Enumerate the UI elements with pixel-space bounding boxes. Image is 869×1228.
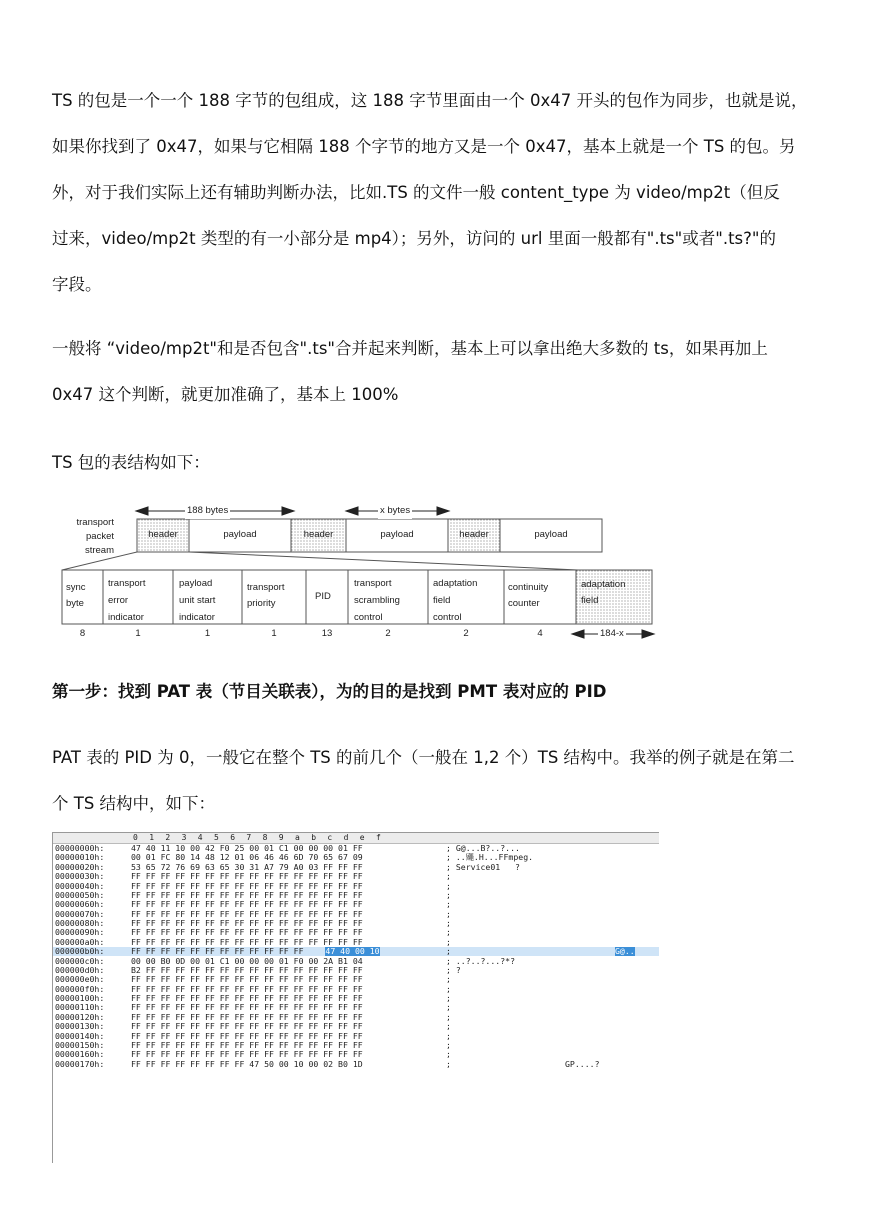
field-continuity-counter <box>508 580 548 612</box>
bits-adaptation-field-control: 2 <box>463 628 469 639</box>
hex-column-label: d <box>343 833 349 842</box>
bits-transport-error-indicator: 1 <box>135 628 141 639</box>
hex-column-label: 6 <box>230 833 236 842</box>
hex-bytes: FF FF FF FF FF FF FF FF FF FF FF FF FF FF FF FF <box>131 1039 363 1050</box>
hex-address: 00000100h: <box>55 993 105 1004</box>
hex-address: 00000090h: <box>55 927 105 938</box>
hex-bytes: 53 65 72 76 69 63 65 30 31 A7 79 A0 03 FF FF FF <box>131 861 363 872</box>
hex-ascii: ; <box>446 1058 451 1069</box>
field-name-line: PID <box>315 591 331 602</box>
text-line: PAT 表的 PID 为 0，一般它在整个 TS 的前几个（一般在 1,2 个）TS 结构中。我举的例子就是在第二 <box>52 748 795 767</box>
hex-ascii: ; <box>446 889 451 900</box>
hex-column-label: a <box>295 833 300 842</box>
bits-sync-byte: 8 <box>79 628 86 639</box>
stream-payload-cell: payload <box>534 529 568 540</box>
hex-bytes: 00 01 FC 80 14 48 12 01 06 46 46 6D 70 65 67 09 <box>131 852 363 863</box>
hex-column-label: f <box>376 833 381 842</box>
hex-ascii: ; <box>446 1021 451 1032</box>
field-name-line: adaptation <box>433 578 478 589</box>
hex-column-label: 3 <box>181 833 187 842</box>
text-line: 外，对于我们实际上还有辅助判断办法，比如.TS 的文件一般 content_type 为 video/mp2t（但反 <box>52 183 780 202</box>
text-line: 如果你找到了 0x47，如果与它相隔 188 个字节的地方又是一个 0x47，基本上就是一个 TS 的包。另 <box>52 137 796 156</box>
hex-address: 000000c0h: <box>55 955 105 966</box>
hex-address: 00000150h: <box>55 1039 105 1050</box>
bits-adaptation-field: 184-x <box>598 626 626 642</box>
hex-address: 00000110h: <box>55 1002 105 1013</box>
field-transport-error-indicator <box>108 575 146 626</box>
hex-address: 000000d0h: <box>55 964 105 975</box>
field-name-line: unit start <box>179 595 216 606</box>
field-name-line: scrambling <box>354 595 400 606</box>
hex-dump-view[interactable] <box>52 832 659 1163</box>
stream-label <box>60 516 114 558</box>
stream-payload-cell: payload <box>223 529 257 540</box>
bits-continuity-counter: 4 <box>537 628 543 639</box>
text-line: TS 的包是一个一个 188 字节的包组成，这 188 字节里面由一个 0x47 开头的包作为同步，也就是说， <box>52 91 808 110</box>
hex-bytes: FF FF FF FF FF FF FF FF FF FF FF FF FF FF FF FF <box>131 899 363 910</box>
hex-address: 00000050h: <box>55 889 105 900</box>
text-line: 字段。 <box>52 275 102 294</box>
hex-bytes: FF FF FF FF FF FF FF FF FF FF FF FF FF FF FF FF <box>131 1030 363 1041</box>
hex-address: 00000170h: <box>55 1058 105 1069</box>
stream-label-line: packet <box>86 531 114 542</box>
hex-address: 000000f0h: <box>55 983 105 994</box>
hex-bytes: FF FF FF FF FF FF FF FF FF FF FF FF FF FF FF FF <box>131 871 363 882</box>
field-name-line: error <box>108 595 129 606</box>
field-name-line: indicator <box>108 612 144 623</box>
hex-bytes: FF FF FF FF FF FF FF FF FF FF FF FF FF FF FF FF <box>131 993 363 1004</box>
bits-scrambling-control: 2 <box>385 628 391 639</box>
field-name-line: adaptation <box>581 579 626 590</box>
field-name-line: field <box>581 595 599 606</box>
hex-ascii: ; <box>446 1002 451 1013</box>
hex-bytes: B2 FF FF FF FF FF FF FF FF FF FF FF FF FF FF FF <box>131 964 363 975</box>
hex-address: 00000000h: <box>55 843 105 853</box>
text-line: 个 TS 结构中，如下： <box>52 794 216 813</box>
hex-bytes: FF FF FF FF FF FF FF FF FF FF FF FF FF FF FF FF <box>131 1021 363 1032</box>
hex-bytes: FF FF FF FF FF FF FF FF FF FF FF FF FF FF FF FF <box>131 927 363 938</box>
field-name-line: transport <box>354 578 392 589</box>
field-name-line: transport <box>247 582 285 593</box>
intro-paragraph <box>52 78 822 308</box>
stream-header-cell: header <box>148 529 178 540</box>
hex-ascii: ; ? <box>446 964 461 975</box>
step-heading: 第一步：找到 PAT 表（节目关联表），为的目的是找到 PMT 表对应的 PID <box>52 682 607 701</box>
hex-column-label: 1 <box>149 833 155 842</box>
hex-ascii: ; <box>446 974 451 985</box>
hex-address: 00000130h: <box>55 1021 105 1032</box>
hex-bytes: FF FF FF FF FF FF FF FF FF FF FF FF FF FF FF FF <box>131 1049 363 1060</box>
field-name-line: transport <box>108 578 146 589</box>
hex-bytes: FF FF FF FF FF FF FF FF FF FF FF FF FF FF FF FF <box>131 918 363 929</box>
stream-payload-cell: payload <box>380 529 414 540</box>
field-name-line: counter <box>508 598 540 609</box>
pat-paragraph <box>52 735 822 827</box>
hex-address: 00000070h: <box>55 908 105 919</box>
hex-address: 00000020h: <box>55 861 105 872</box>
hex-column-label: 4 <box>197 833 203 842</box>
stream-label-line: transport <box>76 517 114 528</box>
hex-ascii-tail: GP....? <box>565 1058 600 1069</box>
hex-ascii: ; <box>446 993 451 1004</box>
hex-address: 00000010h: <box>55 852 105 863</box>
field-name-line: field <box>433 595 451 606</box>
field-payload-unit-start-indicator <box>179 575 215 626</box>
structure-intro <box>52 440 822 486</box>
hex-address: 00000060h: <box>55 899 105 910</box>
hex-ascii: ; Service01 ? <box>446 861 520 872</box>
text-line: TS 包的表结构如下： <box>52 453 210 472</box>
expansion-lines <box>62 552 578 570</box>
hex-ascii: ; <box>446 1049 451 1060</box>
field-name-line: sync <box>66 582 86 593</box>
hex-ascii: ; <box>446 936 451 947</box>
hex-ascii: ; G@...B?..?... <box>446 843 520 853</box>
hex-row[interactable] <box>53 1060 659 1069</box>
hex-ascii: ; ..?..?...?*? <box>446 955 516 966</box>
hex-column-label: b <box>311 833 317 842</box>
field-transport-scrambling-control <box>354 575 400 626</box>
hex-address: 000000b0h: <box>55 946 105 957</box>
stream-label-line: stream <box>84 545 114 556</box>
stream-header-cell: header <box>459 529 489 540</box>
label-x-bytes: x bytes <box>378 503 412 519</box>
hex-ascii: ; <box>446 908 451 919</box>
field-name-line: priority <box>247 598 276 609</box>
hex-column-label: 8 <box>262 833 268 842</box>
hex-bytes: FF FF FF FF FF FF FF FF 47 50 00 10 00 02 B0 1D <box>131 1058 363 1069</box>
hex-column-label: c <box>327 833 333 842</box>
field-transport-priority <box>247 580 285 612</box>
hex-column-label: 7 <box>246 833 252 842</box>
field-name-line: control <box>433 612 462 623</box>
field-name-line: payload <box>179 578 213 589</box>
hex-column-label: 0 <box>133 833 138 842</box>
field-name-line: byte <box>66 598 84 609</box>
text-line: 一般将 “video/mp2t"和是否包含".ts"合并起来判断，基本上可以拿出绝大多数的 ts，如果再加上 <box>52 339 768 358</box>
hex-bytes: FF FF FF FF FF FF FF FF FF FF FF FF FF FF FF FF <box>131 1002 363 1013</box>
hex-bytes: FF FF FF FF FF FF FF FF FF FF FF FF FF FF FF FF <box>131 936 363 947</box>
hex-ascii: ; <box>446 1011 451 1022</box>
hex-bytes: 00 00 B0 0D 00 01 C1 00 00 00 01 F0 00 2A B1 04 <box>131 955 363 966</box>
field-sync-byte <box>66 580 86 612</box>
field-adaptation-field-control <box>433 575 477 626</box>
bits-payload-unit-start: 1 <box>204 628 211 639</box>
hex-ascii: ; <box>446 918 451 929</box>
hex-bytes: FF FF FF FF FF FF FF FF FF FF FF FF FF FF FF FF <box>131 880 363 891</box>
hex-column-label: 5 <box>214 833 219 842</box>
hex-address: 000000e0h: <box>55 974 105 985</box>
hex-address: 00000080h: <box>55 918 105 929</box>
hex-ascii-selected: G@.. <box>615 946 635 957</box>
stream-header-cell: header <box>303 529 334 540</box>
hex-column-label: 2 <box>165 833 171 842</box>
hex-ascii: ; <box>446 880 451 891</box>
hex-bytes: FF FF FF FF FF FF FF FF FF FF FF FF FF FF FF FF <box>131 983 363 994</box>
text-line: 0x47 这个判断，就更加准确了，基本上 100% <box>52 385 399 404</box>
hex-bytes: FF FF FF FF FF FF FF FF FF FF FF FF FF FF FF FF <box>131 889 363 900</box>
bits-pid: 13 <box>321 628 333 639</box>
hex-bytes: FF FF FF FF FF FF FF FF FF FF FF FF FF FF FF FF <box>131 974 363 985</box>
hex-bytes: FF FF FF FF FF FF FF FF FF FF FF FF <box>131 946 304 957</box>
hex-address: 00000030h: <box>55 871 105 882</box>
hex-address: 00000140h: <box>55 1030 105 1041</box>
hex-bytes: FF FF FF FF FF FF FF FF FF FF FF FF FF FF FF FF <box>131 1011 363 1022</box>
field-pid <box>315 589 331 605</box>
label-188-bytes: 188 bytes <box>185 503 230 519</box>
hex-ascii: ; <box>446 946 451 957</box>
hex-ascii: ; <box>446 927 451 938</box>
field-adaptation-field <box>581 577 625 609</box>
hex-address: 000000a0h: <box>55 936 105 947</box>
hex-address: 00000040h: <box>55 880 105 891</box>
hex-address: 00000160h: <box>55 1049 105 1060</box>
hex-ascii: ; <box>446 983 451 994</box>
hex-bytes: FF FF FF FF FF FF FF FF FF FF FF FF FF FF FF FF <box>131 908 363 919</box>
field-name-line: indicator <box>179 612 215 623</box>
detection-paragraph <box>52 326 822 418</box>
text-line: 过来，video/mp2t 类型的有一小部分是 mp4）；另外，访问的 url 里面一般都有".ts"或者".ts?"的 <box>52 229 776 248</box>
hex-ascii: ; <box>446 871 451 882</box>
field-name-line: control <box>354 612 383 623</box>
hex-ascii: ; <box>446 899 451 910</box>
hex-ascii: ; <box>446 1039 451 1050</box>
hex-ascii: ; <box>446 1030 451 1041</box>
ts-packet-structure-diagram <box>60 498 660 646</box>
hex-bytes: 47 40 11 10 00 42 F0 25 00 01 C1 00 00 00 01 FF <box>131 843 363 853</box>
hex-selected-bytes: 47 40 00 10 <box>325 946 380 957</box>
field-name-line: continuity <box>508 582 549 593</box>
hex-column-label: e <box>359 833 365 842</box>
hex-address: 00000120h: <box>55 1011 105 1022</box>
hex-column-label: 9 <box>278 833 284 842</box>
hex-ascii: ; ..鼆.H...FFmpeg. <box>446 852 534 863</box>
bits-transport-priority: 1 <box>271 628 277 639</box>
